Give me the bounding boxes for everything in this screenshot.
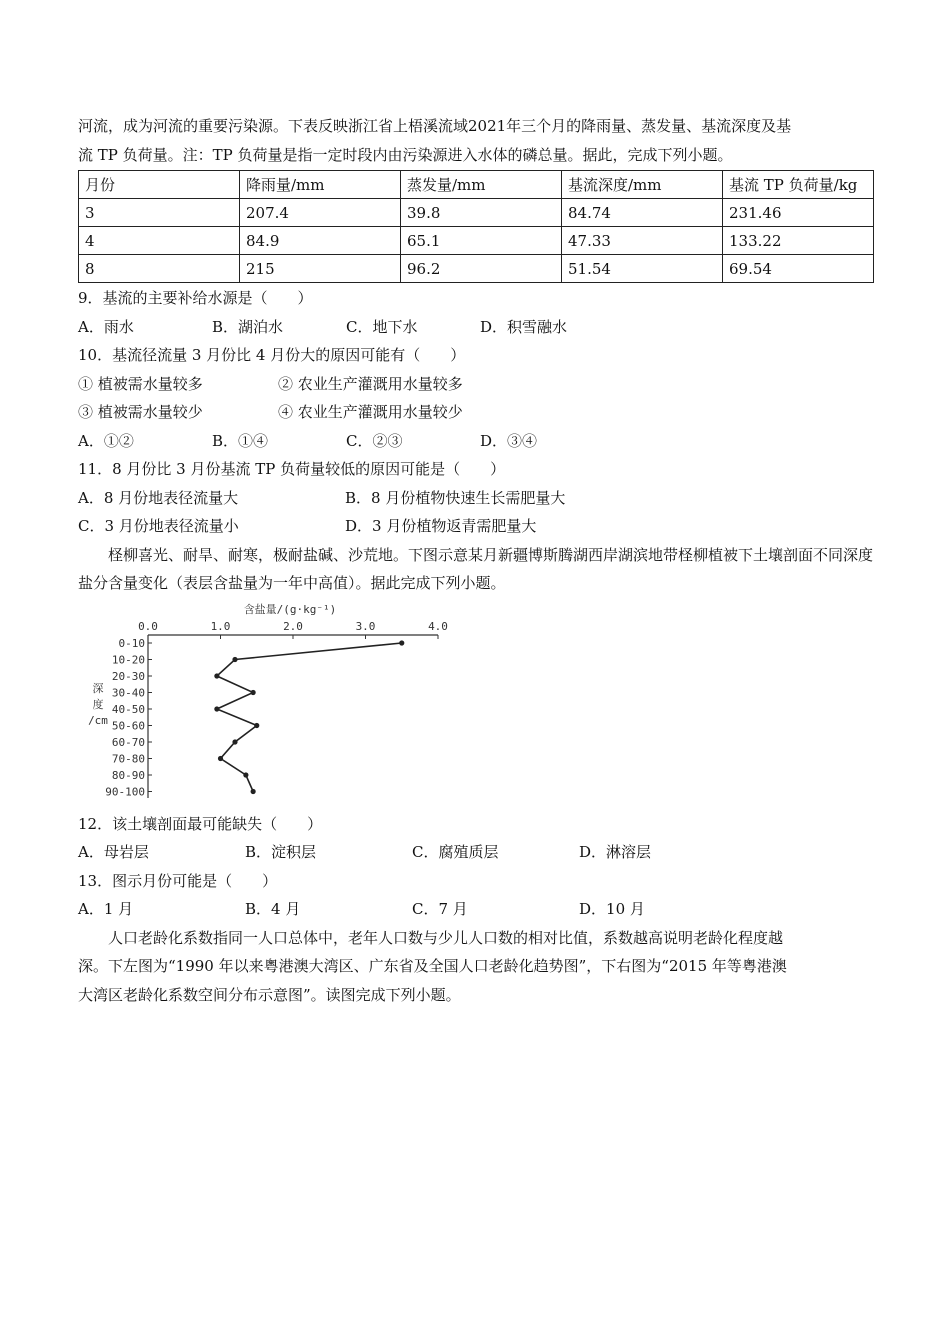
table-header: 蒸发量/mm — [401, 171, 562, 199]
y-tick-label: 0-10 — [118, 636, 145, 650]
y-tick-label: 10-20 — [111, 653, 145, 666]
table-cell: 4 — [79, 227, 240, 255]
option-c[interactable]: C．腐殖质层 — [412, 843, 499, 861]
passage-3-line-3: 大湾区老龄化系数空间分布示意图”。读图完成下列小题。 — [78, 985, 461, 1004]
q11-options-row-2 — [78, 512, 874, 541]
q10-items-row-1 — [78, 370, 874, 399]
table-cell: 65.1 — [401, 227, 562, 255]
statement-1: ① 植被需水量较多 — [78, 374, 203, 393]
table-header: 降雨量/mm — [240, 171, 401, 199]
data-point — [232, 656, 237, 661]
x-tick-labels — [138, 620, 448, 639]
option-a[interactable]: A．①② — [78, 431, 134, 450]
y-tick-label: 20-30 — [111, 669, 145, 683]
y-axis-label-char-1: 深 — [92, 681, 104, 695]
y-tick-label: 70-80 — [111, 752, 145, 765]
x-tick-label: 1.0 — [210, 619, 231, 633]
q9-stem: 9．基流的主要补给水源是（ ） — [78, 289, 313, 307]
table-cell: 84.9 — [240, 227, 401, 255]
x-tick-label: 2.0 — [283, 619, 303, 633]
table-row — [79, 199, 874, 227]
table-row — [79, 227, 874, 255]
table-header: 月份 — [79, 171, 240, 199]
q10-items-row-2 — [78, 398, 874, 427]
x-axis-label: 含盐量/(g·kg⁻¹) — [243, 602, 337, 616]
intro-line-2: 流 TP 负荷量。注：TP 负荷量是指一定时段内由污染源进入水体的磷总量。据此，完成下列小题。 — [78, 145, 733, 164]
passage-3-line-1: 人口老龄化系数指同一人口总体中，老年人口数与少儿人口数的相对比值，系数越高说明老龄化程度越 — [108, 928, 784, 947]
table-cell: 207.4 — [240, 199, 401, 227]
q10-options — [78, 427, 874, 456]
salt-profile-svg — [78, 602, 458, 802]
table-cell: 47.33 — [562, 227, 723, 255]
table-cell: 215 — [240, 255, 401, 283]
option-a[interactable]: A．8 月份地表径流量大 — [78, 488, 239, 507]
table-header-row — [79, 171, 874, 199]
passage-2: 柽柳喜光、耐旱、耐寒，极耐盐碱、沙荒地。下图示意某月新疆博斯腾湖西岸湖滨地带柽柳植被下土壤剖面不同深度盐分含量变化（表层含盐量为一年中高值）。据此完成下列小题。 — [78, 545, 874, 592]
table-cell: 39.8 — [401, 199, 562, 227]
q13-stem: 13．图示月份可能是（ ） — [78, 871, 278, 890]
option-a[interactable]: A．1 月 — [78, 900, 134, 918]
salt-series-line — [217, 643, 402, 792]
data-point — [399, 640, 404, 645]
intro-line-1: 河流，成为河流的重要污染源。下表反映浙江省上梧溪流域2021年三个月的降雨量、蒸发量、基流深度及基 — [78, 117, 792, 135]
statement-3: ③ 植被需水量较少 — [78, 403, 203, 421]
option-b[interactable]: B．8 月份植物快速生长需肥量大 — [345, 488, 566, 507]
y-tick-label: 80-90 — [111, 768, 145, 782]
table-cell: 8 — [79, 255, 240, 283]
option-c[interactable]: C．3 月份地表径流量小 — [78, 517, 239, 535]
data-point — [251, 689, 256, 694]
q10-stem: 10．基流径流量 3 月份比 4 月份大的原因可能有（ ） — [78, 346, 466, 364]
q11-options-row-1 — [78, 484, 874, 513]
x-tick-label: 4.0 — [428, 619, 448, 633]
q13-options — [78, 895, 874, 924]
data-point — [232, 739, 237, 744]
option-c[interactable]: C．地下水 — [346, 317, 418, 336]
y-tick-label: 60-70 — [111, 735, 145, 749]
table-cell: 96.2 — [401, 255, 562, 283]
option-d[interactable]: D．积雪融水 — [480, 317, 568, 336]
table-header: 基流深度/mm — [562, 171, 723, 199]
y-axis-label-char-2: 度 — [92, 697, 104, 711]
table-header: 基流 TP 负荷量/kg — [723, 171, 874, 199]
passage-3-line-2: 深。下左图为“1990 年以来粤港澳大湾区、广东省及全国人口老龄化趋势图”，下右图为“2015 年等粤港澳 — [78, 957, 787, 975]
data-point — [243, 772, 248, 777]
table-cell: 51.54 — [562, 255, 723, 283]
salt-profile-chart — [78, 602, 458, 802]
table-cell: 84.74 — [562, 199, 723, 227]
option-c[interactable]: C．②③ — [346, 431, 403, 450]
data-point — [218, 755, 223, 760]
option-b[interactable]: B．湖泊水 — [212, 317, 284, 336]
table-cell: 231.46 — [723, 199, 874, 227]
data-point — [251, 788, 256, 793]
q9-options — [78, 313, 874, 342]
option-d[interactable]: D．淋溶层 — [579, 843, 652, 861]
option-d[interactable]: D．10 月 — [579, 900, 645, 918]
option-b[interactable]: B．①④ — [212, 431, 269, 450]
table-cell: 69.54 — [723, 255, 874, 283]
data-point — [254, 722, 259, 727]
table-cell: 133.22 — [723, 227, 874, 255]
y-tick-label: 40-50 — [111, 702, 145, 716]
y-tick-labels — [105, 637, 152, 799]
data-point — [214, 673, 219, 678]
y-axis-label-unit: /cm — [88, 713, 108, 727]
q11-stem: 11．8 月份比 3 月份基流 TP 负荷量较低的原因可能是（ ） — [78, 460, 506, 478]
y-tick-label: 30-40 — [111, 686, 145, 699]
x-tick-label: 3.0 — [355, 619, 376, 633]
option-c[interactable]: C．7 月 — [412, 900, 468, 918]
y-tick-label: 50-60 — [111, 719, 145, 732]
option-a[interactable]: A．雨水 — [78, 317, 134, 336]
statement-2: ② 农业生产灌溉用水量较多 — [278, 374, 463, 393]
exam-page — [78, 112, 874, 1009]
option-b[interactable]: B．淀积层 — [245, 843, 317, 861]
table-cell: 3 — [79, 199, 240, 227]
option-d[interactable]: D．3 月份植物返青需肥量大 — [345, 517, 537, 535]
q12-stem: 12．该土壤剖面最可能缺失（ ） — [78, 814, 323, 833]
data-points — [214, 640, 404, 794]
data-table — [78, 170, 874, 283]
option-b[interactable]: B．4 月 — [245, 900, 301, 918]
q12-options — [78, 838, 874, 867]
data-point — [214, 706, 219, 711]
option-d[interactable]: D．③④ — [480, 431, 538, 450]
x-tick-label: 0.0 — [138, 619, 158, 633]
table-row — [79, 255, 874, 283]
y-tick-label: 90-100 — [105, 785, 145, 798]
statement-4: ④ 农业生产灌溉用水量较少 — [278, 403, 463, 421]
option-a[interactable]: A．母岩层 — [78, 843, 149, 861]
